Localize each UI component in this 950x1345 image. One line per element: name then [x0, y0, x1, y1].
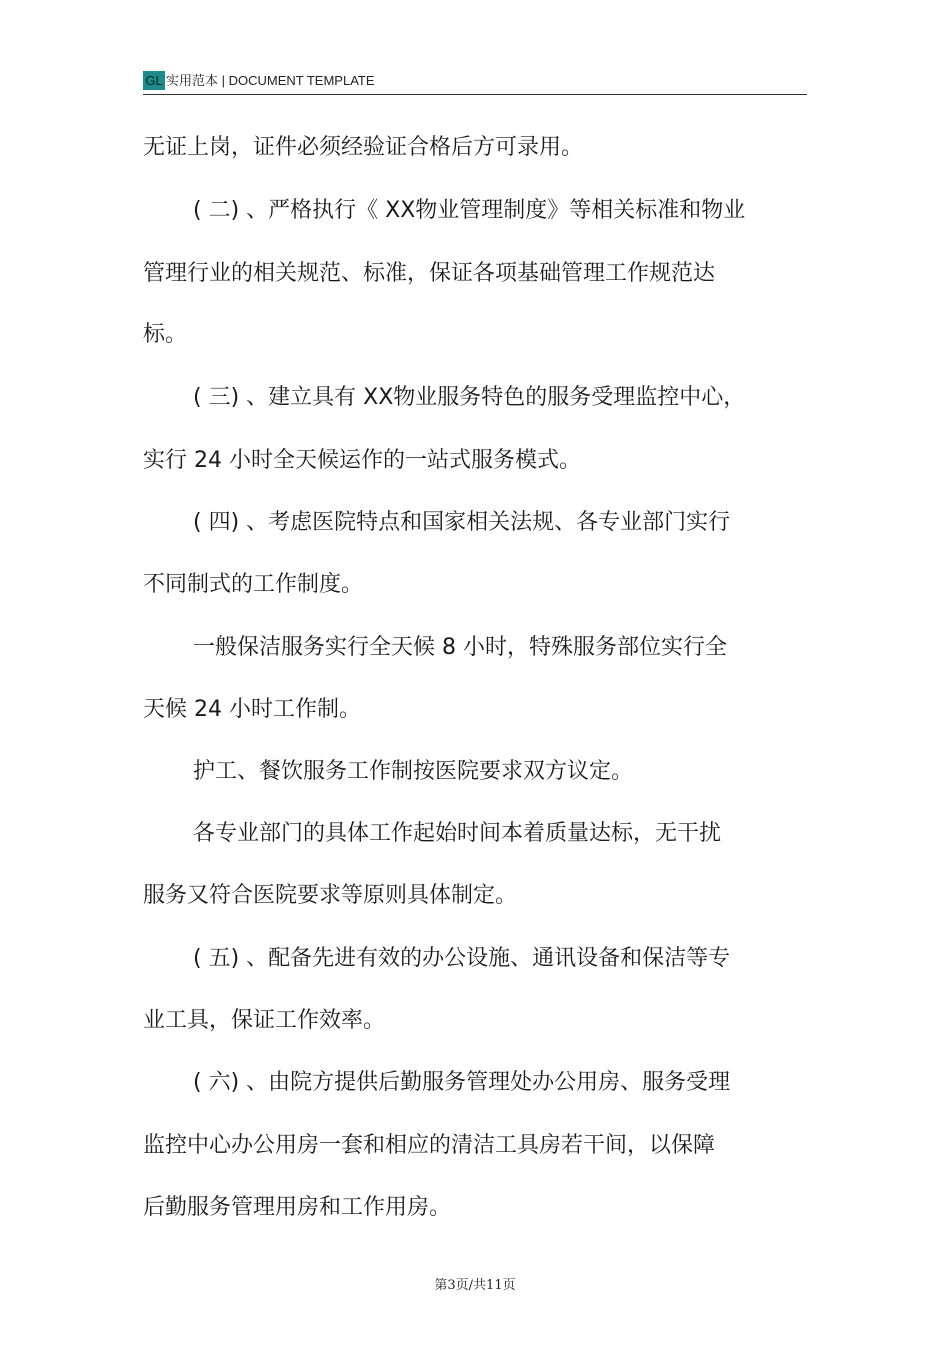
body-line-14: ( 五) 、配备先进有效的办公设施、通讯设备和保洁等专 [193, 946, 731, 971]
logo-badge: GL [143, 71, 165, 90]
body-line-17: 监控中心办公用房一套和相应的清洁工具房若干间，以保障 [143, 1133, 716, 1158]
body-line-8: 不同制式的工作制度。 [143, 572, 364, 597]
page-header [143, 68, 807, 95]
body-line-9: 一般保洁服务实行全天候 8 小时，特殊服务部位实行全 [193, 635, 727, 660]
header-title: 实用范本 | DOCUMENT TEMPLATE [166, 73, 375, 88]
body-line-16: ( 六) 、由院方提供后勤服务管理处办公用房、服务受理 [193, 1070, 731, 1095]
body-line-12: 各专业部门的具体工作起始时间本着质量达标，无干扰 [193, 821, 722, 846]
body-line-1: 无证上岗，证件必须经验证合格后方可录用。 [143, 135, 584, 160]
body-line-10: 天候 24 小时工作制。 [143, 697, 361, 722]
body-line-11: 护工、餐饮服务工作制按医院要求双方议定。 [193, 759, 634, 784]
body-line-15: 业工具，保证工作效率。 [143, 1008, 386, 1033]
body-line-13: 服务又符合医院要求等原则具体制定。 [143, 883, 518, 908]
body-line-2: ( 二) 、严格执行《 XX物业管理制度》等相关标准和物业 [193, 198, 746, 223]
body-line-6: 实行 24 小时全天候运作的一站式服务模式。 [143, 448, 581, 473]
body-line-3: 管理行业的相关规范、标准，保证各项基础管理工作规范达 [143, 261, 716, 286]
page-number: 第3页/共11页 [434, 1278, 516, 1293]
body-line-7: ( 四) 、考虑医院特点和国家相关法规、各专业部门实行 [193, 510, 731, 535]
body-line-18: 后勤服务管理用房和工作用房。 [143, 1195, 452, 1220]
body-line-4: 标。 [143, 322, 188, 347]
body-line-5: ( 三) 、建立具有 XX物业服务特色的服务受理监控中心， [193, 385, 746, 410]
